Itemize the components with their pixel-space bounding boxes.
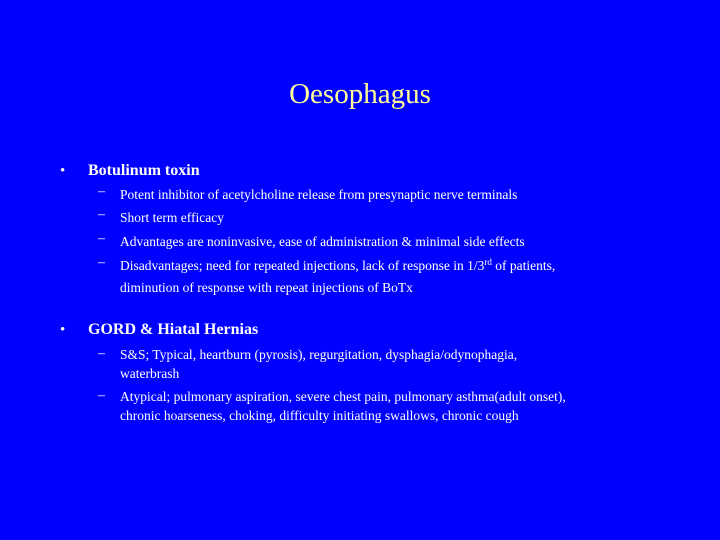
bullet-icon: •	[60, 163, 66, 179]
dash-icon: –	[98, 231, 105, 246]
dash-icon: –	[98, 346, 105, 361]
section-heading-gord: GORD & Hiatal Hernias	[88, 321, 259, 338]
list-item-text: Atypical; pulmonary aspiration, severe chest pain, pulmonary asthma(adult onset),	[120, 389, 566, 404]
superscript: rd	[484, 257, 492, 267]
list-item-continuation: diminution of response with repeat injections of BoTx	[120, 280, 413, 295]
list-item-text: Disadvantages; need for repeated injections, lack of response in 1/3	[120, 258, 485, 273]
list-item	[120, 345, 680, 384]
dash-icon: –	[98, 207, 105, 222]
list-item: Short term efficacy	[120, 210, 224, 225]
list-item: Advantages are noninvasive, ease of administration & minimal side effects	[120, 234, 525, 249]
list-item-continuation: chronic hoarseness, choking, difficulty initiating swallows, chronic cough	[120, 408, 519, 423]
bullet-icon: •	[60, 322, 66, 338]
list-item	[120, 254, 680, 299]
slide-title: Oesophagus	[289, 78, 431, 110]
list-item: Potent inhibitor of acetylcholine release from presynaptic nerve terminals	[120, 187, 518, 202]
dash-icon: –	[98, 255, 105, 270]
list-item-text: S&S; Typical, heartburn (pyrosis), regurgitation, dysphagia/odynophagia,	[120, 347, 518, 362]
dash-icon: –	[98, 388, 105, 403]
list-item-continuation: waterbrash	[120, 366, 180, 381]
section-heading-botulinum: Botulinum toxin	[88, 162, 200, 179]
dash-icon: –	[98, 184, 105, 199]
list-item-text: of patients,	[491, 258, 556, 273]
list-item	[120, 387, 680, 426]
